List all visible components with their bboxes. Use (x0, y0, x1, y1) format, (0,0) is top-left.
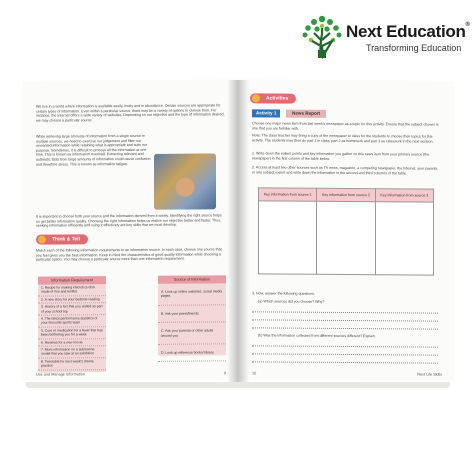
left-page-number: 9 (223, 371, 226, 376)
intro-paragraph-3: It is important to choose both your source and the information derived from it wisely. Identifying the right source helps us get better information quality. Choosing the right information helps us realise our objective better and faster. Thus, seeking information efficiently and using it effectively are key skills that we must develop. (36, 213, 222, 228)
source-item: B. Ask your peers/friends (158, 305, 226, 323)
activity-number: Activity 1 (252, 109, 280, 117)
answer-line[interactable] (252, 321, 438, 329)
right-footer: Next Life Skills (417, 372, 442, 377)
source-header: Source of Information (158, 275, 226, 283)
activity-step-3: 3. Now, answer the following questions. (252, 291, 315, 296)
source-item: C. Ask your parents or other adults around you (158, 323, 226, 345)
open-book (22, 80, 454, 384)
source-table (258, 187, 434, 275)
activity-step-2: 2. Access at least two other sources such as TV news, magazine, a competing newspaper, the Internet, your parents or any subject expert and write down the information in the second and third columns of the table. (252, 165, 438, 176)
table-header: Key information from source 1 (259, 188, 317, 201)
intro-paragraph-2: While retrieving large amounts of information from a single source or multiple sources, we need to exercise our judgement and filter out unwanted information while retaining what is appropriate and suits our purpose. Sometimes, it is difficult to process all the information at one time. This is known as information overload. Extracting relevant and authentic facts from large amounts of information could cause confusion and therefore stress. This is known as information fatigue. (36, 133, 151, 167)
brand-name: Next Education® (346, 22, 470, 41)
source-item: A. Look up online websites, social media pages (158, 283, 226, 305)
activities-icon (252, 94, 260, 102)
activity-intro: Choose one major news item from last week's newspaper as a topic for this activity. Ensure that the subject chosen is one that you are familiar with. (252, 121, 439, 131)
answer-line[interactable] (252, 313, 438, 321)
brand-tagline: Transforming Education (366, 43, 462, 53)
right-page (238, 79, 454, 381)
table-cell[interactable] (259, 201, 317, 274)
brand-logo (300, 14, 468, 64)
requirement-item: 6. Reviews for a new movie (38, 339, 106, 347)
requirement-item: 3. History of a fort that you visited as part of your school trip (38, 303, 106, 315)
table-cell[interactable] (375, 202, 433, 275)
answer-line[interactable] (252, 305, 438, 313)
requirement-item: 2. A new story for your bedtime reading (38, 296, 106, 304)
question-a: (a) Which sources did you choose? Why? (258, 299, 325, 304)
source-column (158, 275, 226, 355)
activity-title: News Report (286, 110, 326, 118)
requirement-item: 7. More information on a submarine model that you saw at an exhibition (38, 346, 106, 358)
requirement-item: 4. The latest performance statistics of your favourite sports team (38, 315, 106, 327)
requirement-item: 8. Timetable for next week's drama practice (38, 358, 106, 370)
illustration-image (154, 153, 216, 209)
think-tell-text: Match each of the following information requirements to an information source. In each case, choose one source that you feel gives you the best information. Keep in mind the characteristics of good quality information while choosing a particular option. You may choose a particular source more than one information requirement. (36, 247, 222, 262)
requirement-column (38, 276, 106, 372)
answer-line[interactable] (252, 355, 438, 363)
source-item: D. Look up reference books/ library (158, 344, 226, 362)
table-header: Key information from source 2 (317, 188, 375, 201)
left-footer: Use and Manage Information (36, 372, 85, 377)
requirement-header: Information Requirement (38, 276, 106, 284)
table-header: Key information from source 3 (375, 189, 433, 202)
page-edge (26, 382, 450, 388)
book-spine (227, 80, 249, 382)
intro-paragraph-1: We live in a world where information is available easily, freely and in abundance. Certain sources are appropriate for certain types of information. Even within a particular source, there may be a variety of options to choose from. For instance, the Internet offers a wide variety of websites. Depending on our objective and the type of information desired, we may choose a particular source. (36, 103, 225, 123)
left-page (22, 79, 238, 381)
requirement-item: 1. Recipe for making khichdi (a dish made of rice and lentils) (38, 284, 106, 296)
answer-line[interactable] (252, 339, 438, 347)
activities-banner: Activities (250, 93, 296, 103)
answer-line[interactable] (252, 347, 438, 355)
lightbulb-icon (38, 236, 46, 244)
activity-note: Note: The class teacher may bring a copy of the newspaper to class for the students to choose their topics for this activity. The students may then do part 1 in class, part 2 as homework and part 3 as classwork in the next session. (252, 133, 434, 144)
tree-icon (300, 14, 344, 60)
activity-step-1: 1. Write down the salient points and key information you gather on this news item from your primary source (the newspaper) in the first column of the table below. (252, 151, 430, 161)
requirement-item: 5. Cure or medication for a fever that has been bothering you for a week (38, 327, 106, 339)
right-page-number: 10 (252, 371, 257, 376)
table-cell[interactable] (317, 201, 375, 274)
think-tell-banner: Think & Tell (36, 234, 88, 244)
question-b: (b) Was the information collected from different sources different? Explain. (258, 333, 376, 339)
